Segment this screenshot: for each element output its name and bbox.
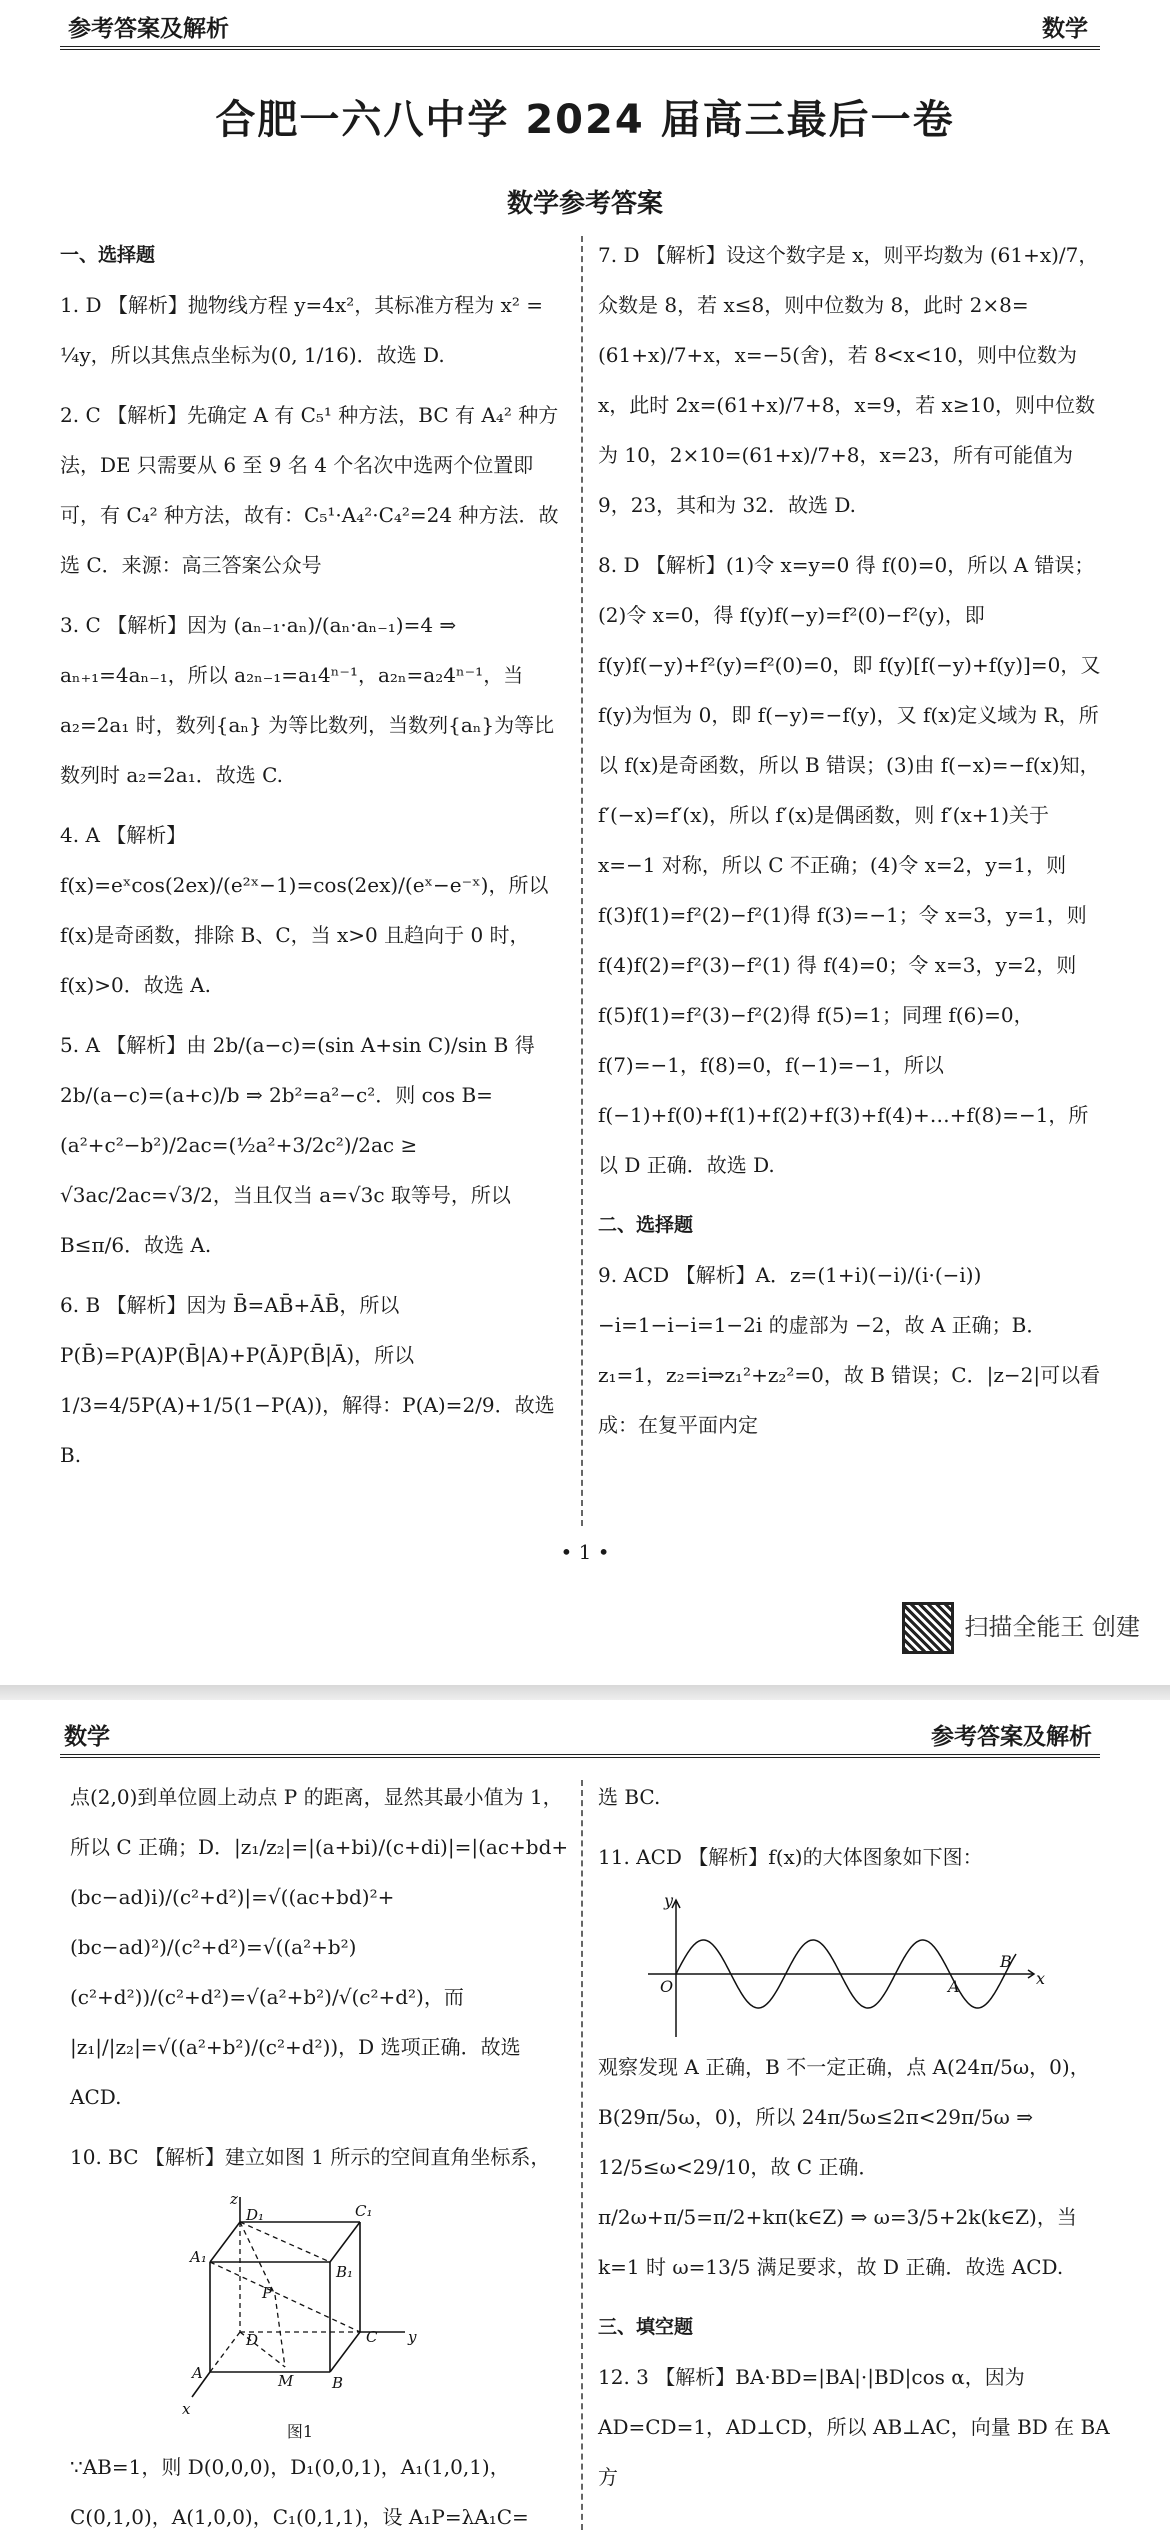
left-column (60, 230, 570, 1490)
cube-figure (170, 2192, 430, 2422)
answer-item: 12. 3 【解析】BA·BD=|BA|·|BD|cos α，因为 AD=CD=1，AD⊥CD，所以 AB⊥AC，向量 BD 在 BA 方 (598, 2365, 1110, 2489)
header-right: 参考答案及解析 (931, 1724, 1092, 1750)
answer-item: 2. C 【解析】先确定 A 有 C₅¹ 种方法，BC 有 A₄² 种方法，DE 只需要从 6 至 9 名 4 个名次中选两个位置即可，有 C₄² 种方法，故有：C₅¹·A₄²·C₄²=24 种方法．故选 C．来源：高三答案公众号 (60, 403, 559, 577)
graph-origin-label: O (660, 1977, 674, 1996)
right-column (598, 1772, 1118, 2512)
scanner-text: 扫描全能王 创建 (964, 1613, 1140, 1641)
answer-item: 8. D 【解析】(1)令 x=y=0 得 f(0)=0，所以 A 错误；(2)令 x=0，得 f(y)f(−y)=f²(0)−f²(y)，即 f(y)f(−y)+f²(y)=f²(0)=0，即 f(y)[f(−y)+f(y)]=0，又 f(y)为恒为 0，即 f(−y)=−f(y)，又 f(x)定义域为 R，所以 f(x)是奇函数，所以 B 错误；(3)由 f(−x)=−f(x)知，f′(−x)=f′(x)，所以 f′(x)是偶函数，则 f′(x+1)关于 x=−1 对称，所以 C 不正确；(4)令 x=2，y=1，则 f(3)f(1)=f²(2)−f²(1)得 f(3)=−1；令 x=3，y=1，则 f(4)f(2)=f²(3)−f²(1) 得 f(4)=0；令 x=3，y=2，则 f(5)f(1)=f²(3)−f²(2)得 f(5)=1；同理 f(6)=0，f(7)=−1，f(8)=0，f(−1)=−1，所以 f(−1)+f(0)+f(1)+f(2)+f(3)+f(4)+…+f(8)=−1，所以 D 正确．故选 D. (598, 553, 1101, 1177)
axis-x-label: x (182, 2400, 191, 2418)
figure-caption: 图1 (286, 2422, 314, 2441)
document-title: 合肥一六八中学 2024 届高三最后一卷 (215, 97, 955, 143)
axis-y-label: y (408, 2328, 417, 2346)
right-column (598, 230, 1108, 1460)
graph-a-label: A (948, 1977, 960, 1996)
vertex-d-label: D (246, 2331, 259, 2349)
answer-item: 10. BC 【解析】建立如图 1 所示的空间直角坐标系， (70, 2145, 551, 2169)
vertex-b-label: B (332, 2374, 344, 2392)
graph-block (598, 1892, 1118, 2042)
vertex-c-label: C (366, 2328, 378, 2346)
point-m-label: M (278, 2372, 294, 2390)
section-heading: 三、填空题 (598, 2316, 694, 2338)
axis-z-label: z (230, 2192, 238, 2208)
page-header (60, 6, 1100, 50)
answer-item: 9. ACD 【解析】A．z=(1+i)(−i)/(i·(−i))−i=1−i−i=1−2i 的虚部为 −2，故 A 正确；B．z₁=1，z₂=i⇒z₁²+z₂²=0，故 B 错误；C．|z−2|可以看成：在复平面内定 (598, 1263, 1101, 1437)
vertex-c1-label: C₁ (355, 2202, 373, 2220)
vertex-b1-label: B₁ (336, 2263, 354, 2281)
vertex-a-label: A (192, 2364, 203, 2382)
graph-x-label: x (1036, 1969, 1046, 1988)
column-divider (581, 236, 583, 1526)
vertex-d1-label: D₁ (246, 2206, 265, 2224)
page-2 (0, 1700, 1170, 2532)
sine-graph (628, 1892, 1048, 2042)
column-divider (581, 1780, 583, 2532)
section-heading: 二、选择题 (598, 1214, 694, 1236)
page-number: • 1 • (560, 1540, 610, 1564)
answer-item: 观察发现 A 正确，B 不一定正确，点 A(24π/5ω，0)，B(29π/5ω，0)，所以 24π/5ω≤2π<29π/5ω ⇒ 12/5≤ω<29/10，故 C 正确．π/2ω+π/5=π/2+kπ(k∈Z) ⇒ ω=3/5+2k(k∈Z)，当 k=1 时 ω=13/5 满足要求，故 D 正确．故选 ACD. (598, 2055, 1090, 2279)
answer-item: 选 BC. (598, 1785, 661, 1809)
answer-item: 7. D 【解析】设这个数字是 x，则平均数为 (61+x)/7，众数是 8，若 x≤8，则中位数为 8，此时 2×8=(61+x)/7+x，x=−5(舍)，若 8<x<10，则中位数为 x，此时 2x=(61+x)/7+8，x=9，若 x≥10，则中位数为 10，2×10=(61+x)/7+8，x=23，所有可能值为 9，23，其和为 32．故选 D. (598, 243, 1099, 517)
answer-item: 1. D 【解析】抛物线方程 y=4x²，其标准方程为 x² = ¼y，所以其焦点坐标为(0, 1/16)．故选 D. (60, 293, 544, 367)
answer-item: 3. C 【解析】因为 (aₙ₋₁·aₙ)/(aₙ·aₙ₋₁)=4 ⇒ aₙ₊₁=4aₙ₋₁，所以 a₂ₙ₋₁=a₁4ⁿ⁻¹，a₂ₙ=a₂4ⁿ⁻¹，当 a₂=2a₁ 时，数列{aₙ} 为等比数列，当数列{aₙ}为等比数列时 a₂=2a₁．故选 C. (60, 613, 555, 787)
header-right: 数学 (1042, 16, 1088, 42)
header-left: 数学 (64, 1724, 110, 1750)
page-header (60, 1714, 1100, 1758)
section-heading: 一、选择题 (60, 244, 156, 266)
vertex-a1-label: A₁ (190, 2248, 207, 2266)
answer-item: 4. A 【解析】f(x)=eˣcos(2ex)/(e²ˣ−1)=cos(2ex)/(eˣ−e⁻ˣ)，所以 f(x)是奇函数，排除 B、C，当 x>0 且趋向于 0 时，f(x)>0．故选 A. (60, 823, 549, 997)
left-column (70, 1772, 570, 2532)
graph-b-label: B (1000, 1952, 1012, 1971)
point-p-label: P (262, 2284, 273, 2302)
answer-item: ∵AB=1，则 D(0,0,0)，D₁(0,0,1)，A₁(1,0,1)，C(0,1,0)，A(1,0,0)，C₁(0,1,1)，设 A₁P=λA₁C= (70, 2455, 529, 2529)
answer-item: 11. ACD 【解析】f(x)的大体图象如下图： (598, 1845, 983, 1869)
page-gap (0, 1685, 1170, 1700)
answer-item: 点(2,0)到单位圆上动点 P 的距离，显然其最小值为 1，所以 C 正确；D．|z₁/z₂|=|(a+bi)/(c+di)|=|(ac+bd+(bc−ad)i)/(c²+d²)|=√((ac+bd)²+(bc−ad)²)/(c²+d²)=√((a²+b²)(c²+d²))/(c²+d²)=√(a²+b²)/√(c²+d²)，而 |z₁|/|z₂|=√((a²+b²)/(c²+d²))，D 选项正确．故选 ACD. (70, 1785, 569, 2109)
answer-item: 6. B 【解析】因为 B̄=AB̄+ĀB̄，所以 P(B̄)=P(A)P(B̄|A)+P(Ā)P(B̄|Ā)，所以 1/3=4/5P(A)+1/5(1−P(A))，解得：P(A)=2/9．故选 B. (60, 1293, 555, 1467)
graph-y-label: y (664, 1892, 674, 1910)
figure-block (170, 2192, 570, 2442)
qr-code-icon (902, 1602, 954, 1654)
answer-item: 5. A 【解析】由 2b/(a−c)=(sin A+sin C)/sin B 得 2b/(a−c)=(a+c)/b ⇒ 2b²=a²−c²．则 cos B=(a²+c²−b²)/2ac=(½a²+3/2c²)/2ac ≥ √3ac/2ac=√3/2，当且仅当 a=√3c 取等号，所以 B≤π/6．故选 A. (60, 1033, 535, 1257)
header-left: 参考答案及解析 (68, 16, 229, 42)
document-subtitle: 数学参考答案 (506, 189, 663, 219)
scanner-watermark (902, 1602, 1140, 1654)
